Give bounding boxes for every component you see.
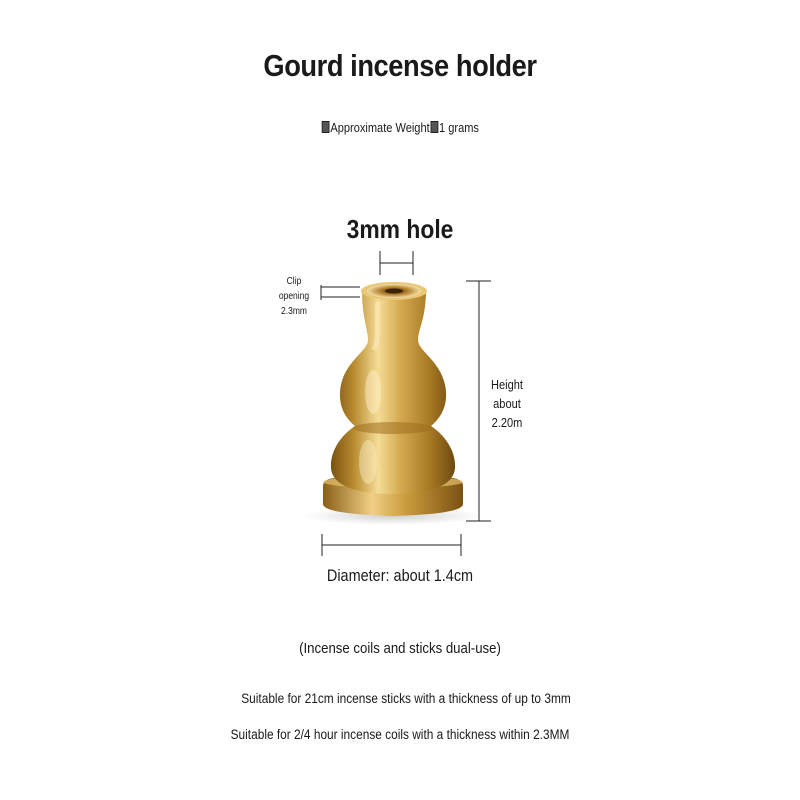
clip-line-2: opening: [278, 291, 310, 302]
diameter-label: Diameter: about 1.4cm: [326, 566, 474, 585]
bulb-highlight: [365, 370, 381, 414]
clip-line-3: 2.3mm: [281, 306, 307, 317]
height-line-3: 2.20m: [491, 415, 523, 430]
clip-line-1: Clip: [286, 276, 302, 287]
gourd-body: [331, 290, 455, 494]
height-line-1: Height: [491, 377, 523, 392]
hole-size-label: 3mm hole: [346, 214, 454, 244]
coil-suitability-text: Suitable for 2/4 hour incense coils with a thickness within 2.3MM: [230, 727, 570, 742]
diameter-dimension-line: [322, 534, 461, 556]
hole-dimension-line: [380, 251, 413, 275]
hole-center: [385, 289, 403, 294]
lower-bulb-highlight: [359, 440, 377, 484]
waist-ring: [353, 422, 433, 434]
product-title: Gourd incense holder: [263, 48, 537, 83]
height-dimension-line: [466, 281, 491, 521]
weight-label: Approximate Weight: [330, 120, 430, 135]
weight-value: 1 grams: [439, 120, 479, 135]
height-line-2: about: [493, 396, 521, 411]
stick-suitability-text: Suitable for 21cm incense sticks with a thickness of up to 3mm: [241, 691, 571, 706]
dual-use-label: (Incense coils and sticks dual-use): [299, 640, 501, 657]
clip-dimension-line: [321, 285, 360, 300]
